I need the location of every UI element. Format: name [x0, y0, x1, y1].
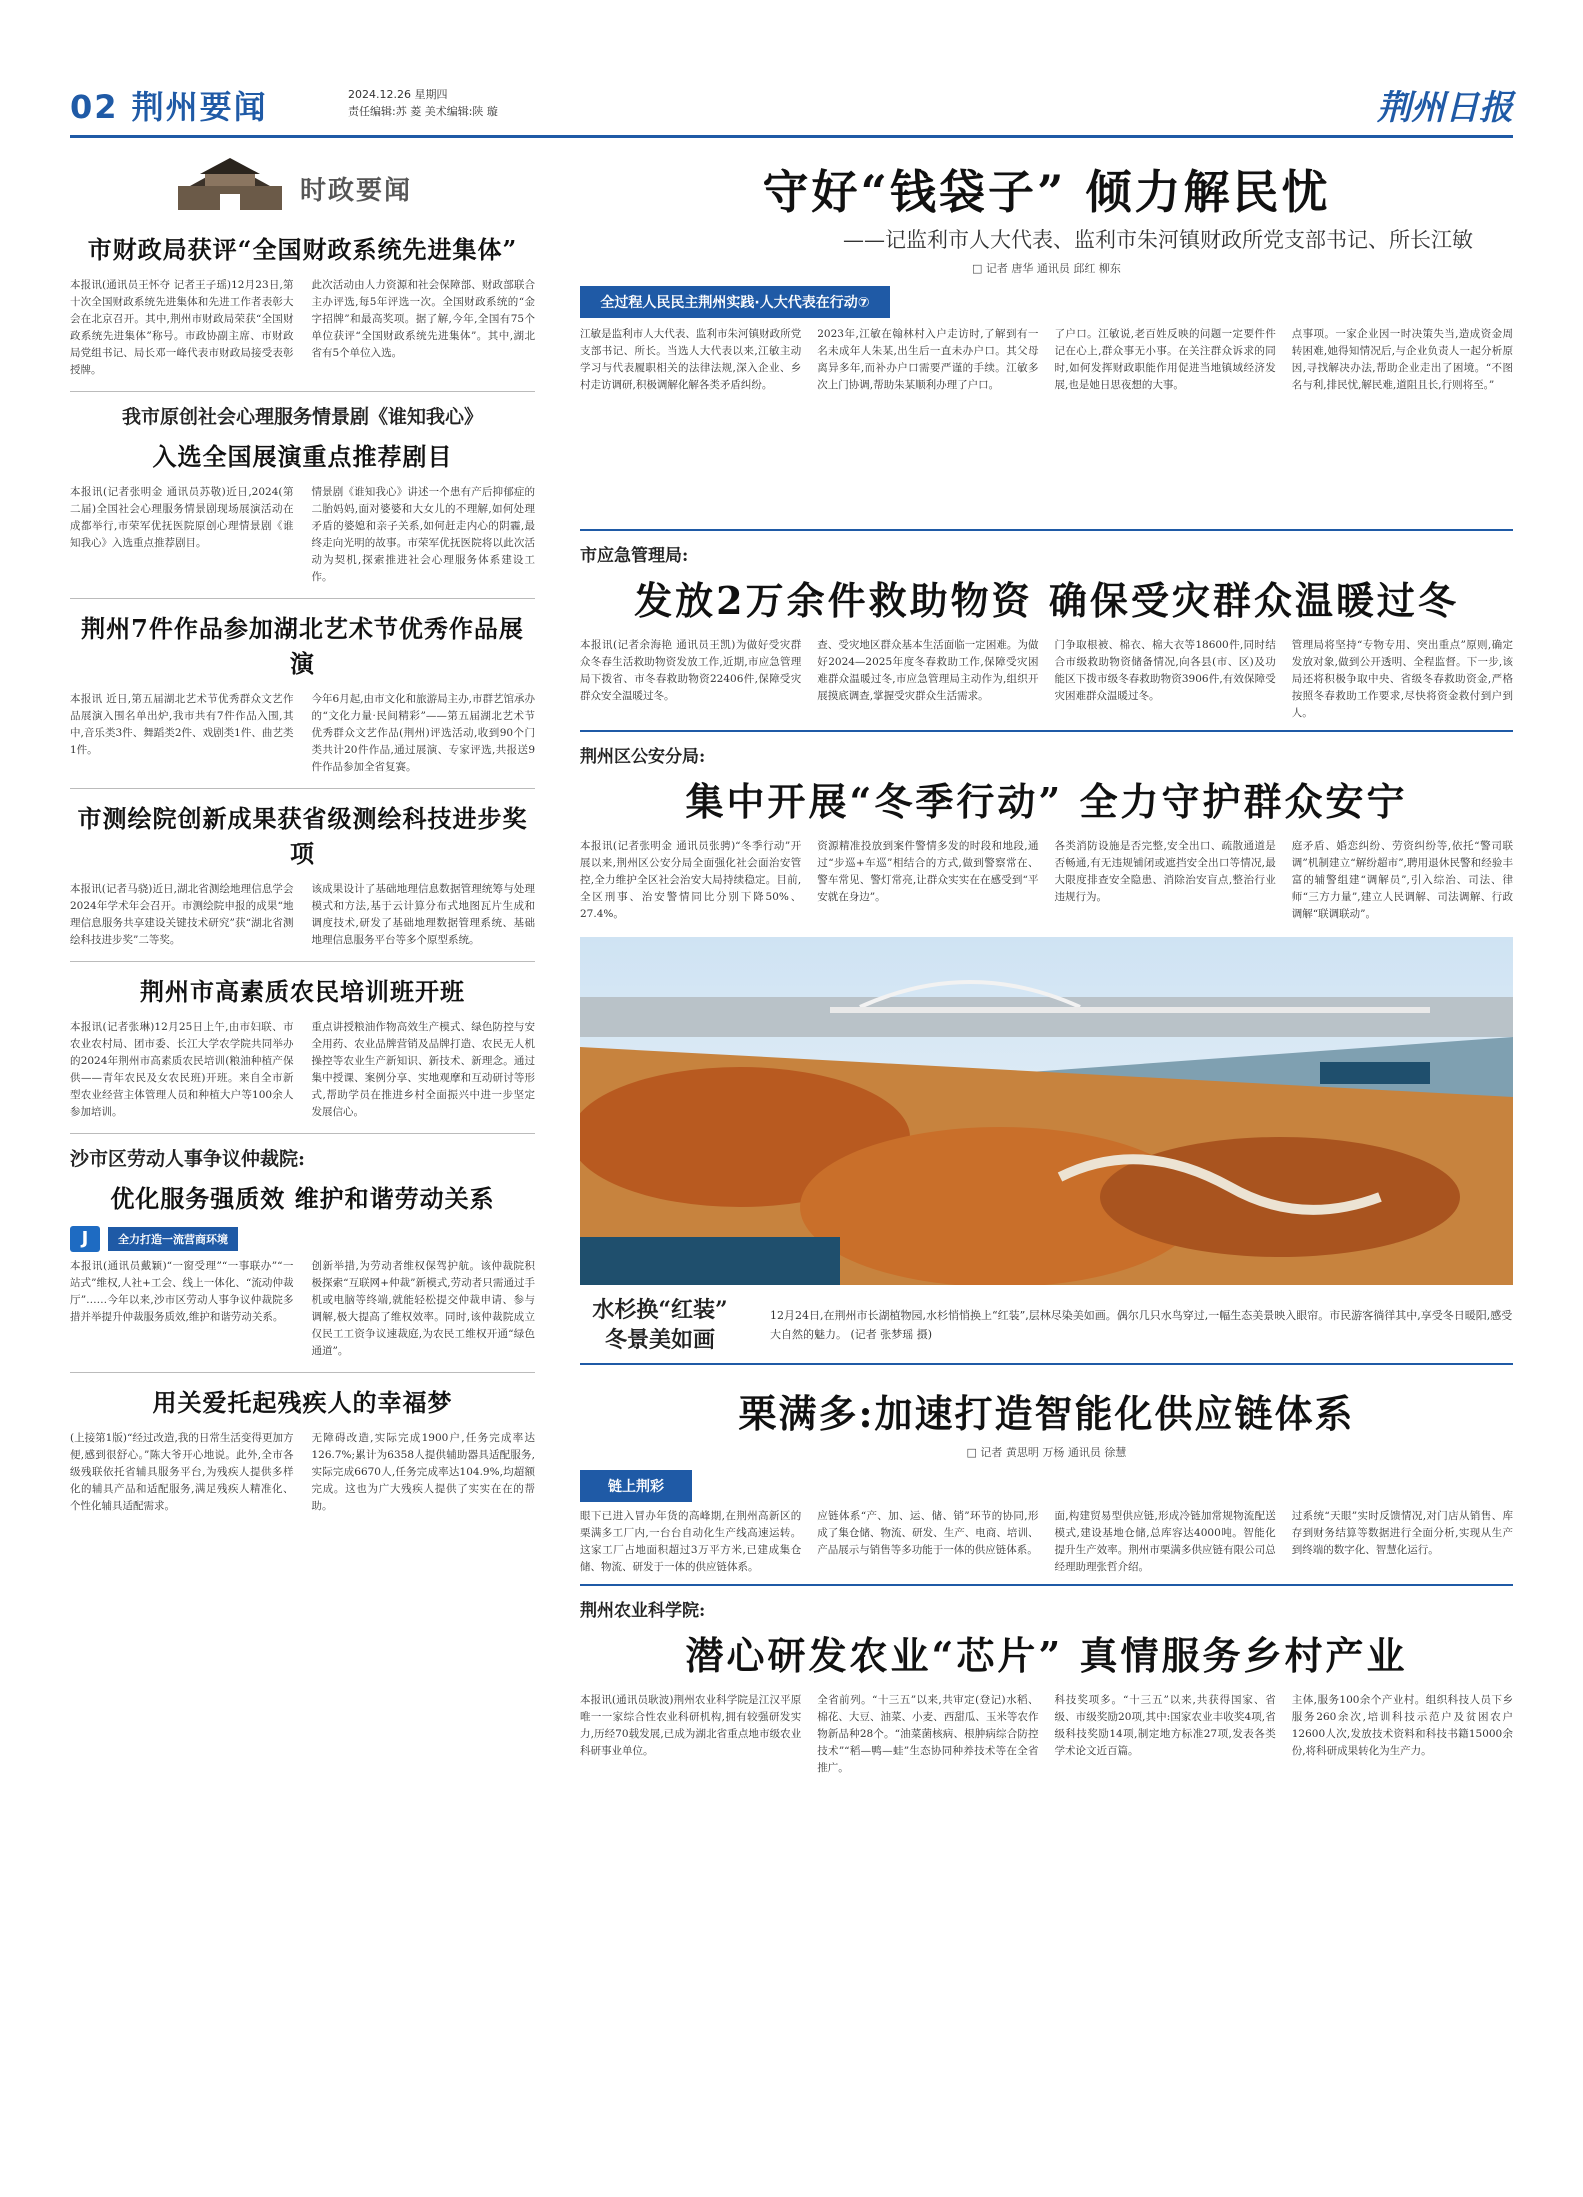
- left-column: [70, 150, 535, 1515]
- article-body: (上接第1版)“经过改造,我的日常生活变得更加方便,感到很舒心。”陈大爷开心地说。此外,全市各级残联依托省辅具服务平台,为残疾人提供多样化的辅具产品和适配服务,满足残疾人精准化、个性化辅具适配需求。: [70, 1432, 294, 1512]
- badge-label: 全力打造一流营商环境: [108, 1227, 238, 1251]
- article-title: 潜心研发农业“芯片” 真情服务乡村产业: [685, 1633, 1408, 1678]
- article-body: 情景剧《谁知我心》讲述一个患有产后抑郁症的二胎妈妈,面对婆婆和大女儿的不理解,如何处理矛盾的婆媳和亲子关系,如何赶走内心的阴霾,最终走向光明的故事。市荣军优抚医院将以此次活动为契机,探索推进社会心理服务体系建设工作。: [311, 486, 535, 583]
- photo-title: 水杉换“红装” 冬景美如画: [592, 1297, 728, 1353]
- article-disabled-care: [70, 1383, 535, 1515]
- article-body: 主体,服务100余个产业村。组织科技人员下乡服务260余次,培训科技示范户及贫困农户12600人次,发放技术资料和科技书籍15000余份,将科研成果转化为生产力。: [1291, 1694, 1513, 1757]
- article-body: 各类消防设施是否完整,安全出口、疏散通道是否畅通,有无违规铺闭或遮挡安全出口等情况,最大限度排查安全隐患、消除治安盲点,整治行业违规行为。: [1054, 840, 1276, 903]
- article-title: 市测绘院创新成果获省级测绘科技进步奖项: [77, 804, 528, 868]
- article-body: 无障碍改造,实际完成1900户,任务完成率达126.7%;累计为6358人提供辅助器具适配服务,实际完成6670人,任务完成率达104.9%,均超额完成。这也为广大残疾人提供了实实在在的帮助。: [311, 1432, 535, 1512]
- page-number-section: 02 荆州要闻: [70, 88, 268, 126]
- article-body: 科技奖项多。“十三五”以来,共获得国家、省级、市级奖励20项,其中:国家农业丰收奖4项,省级科技奖励14项,制定地方标准27项,发表各类学术论文近百篇。: [1054, 1694, 1276, 1757]
- article-body: 创新举措,为劳动者维权保驾护航。该仲裁院积极探索“互联网+仲裁”新模式,劳动者只需通过手机或电脑等终端,就能轻松提交仲裁申请、参与调解,极大提高了维权效率。同时,该仲裁院成立仅民工工资争议速裁庭,为农民工维权开通“绿色通道”。: [311, 1260, 535, 1357]
- article-body: 该成果设计了基础地理信息数据管理统筹与处理模式和方法,基于云计算分布式地图瓦片生成和调度技术,研发了基础地理数据管理系统、基础地理信息服务平台等多个原型系统。: [311, 883, 535, 946]
- article-police-winter: [580, 730, 1513, 923]
- article-surveying: [70, 799, 535, 962]
- article-finance-bureau: [70, 230, 535, 392]
- section-banner: [70, 150, 535, 220]
- article-supply-chain: [580, 1363, 1513, 1576]
- article-body: 2023年,江敏在翰林村入户走访时,了解到有一名未成年人朱某,出生后一直未办户口。其父母离异多年,而补办户口需要严谨的手续。江敏多次上门协调,帮助朱某顺利办理了户口。: [817, 328, 1039, 391]
- article-body: 管理局将坚持“专物专用、突出重点”原则,确定发放对象,做到公开透明、全程监督。下一步,该局还将积极争取中央、省级冬春救助资金,严格按照冬春救助工作要求,尽快将资金救付到户到人。: [1291, 639, 1513, 719]
- article-body: 本报讯(记者张琳)12月25日上午,由市妇联、市农业农村局、团市委、长江大学农学院共同举办的2024年荆州市高素质农民培训(粮油种植产保供——青年农民及女农民班)开班。来自全市新型农业经营主体管理人员和种植大户等100余人参加培训。: [70, 1021, 294, 1118]
- article-title: 市财政局获评“全国财政系统先进集体”: [87, 235, 518, 264]
- article-body: 眼下已进入冒办年货的高峰期,在荆州高新区的栗满多工厂内,一台台自动化生产线高速运转。这家工厂占地面积超过3万平方米,已建成集仓储、物流、研发于一体的供应链体系。: [580, 1510, 802, 1573]
- editor-credits: 责任编辑:苏 菱 美术编辑:陕 璇: [348, 105, 498, 118]
- article-kicker: 荆州区公安分局:: [580, 747, 706, 767]
- article-body: 本报讯(记者张明金 通讯员苏敬)近日,2024(第二届)全国社会心理服务情景剧现场展演活动在成都举行,市荣军优抚医院原创心理情景剧《谁知我心》入选重点推荐剧目。: [70, 486, 294, 549]
- article-body: 了户口。江敏说,老百姓反映的问题一定要件件记在心上,群众事无小事。在关注群众诉求的同时,如何发挥财政职能作用促进当地镇域经济发展,也是她日思夜想的大事。: [1054, 328, 1276, 391]
- page-header: [70, 80, 1513, 138]
- article-kicker: 市应急管理局:: [580, 546, 689, 566]
- right-column: [580, 150, 1513, 1777]
- article-agri-academy: [580, 1584, 1513, 1777]
- article-body: 庭矛盾、婚恋纠纷、劳资纠纷等,依托“警司联调”机制建立“解纷超市”,聘用退休民警和经验丰富的辅警组建“调解员”,引入综治、司法、律师“三方力量”,建立人民调解、司法调解、行政调解“联调联动”。: [1291, 840, 1513, 920]
- photo-caption: [580, 1295, 1513, 1355]
- article-body: 本报讯(记者余海艳 通讯员王凯)为做好受灾群众冬春生活救助物资发放工作,近期,市应急管理局下拨省、市冬春救助物资22406件,保障受灾群众安全温暖过冬。: [580, 639, 802, 702]
- article-body: 本报讯(记者张明金 通讯员张骋)“冬季行动”开展以来,荆州区公安分局全面强化社会面治安管控,全力维护全区社会治安大局持续稳定。目前,全区刑事、治安警情同比分别下降50%、27.4%。: [580, 840, 802, 920]
- article-labor-arbitration: [70, 1144, 535, 1373]
- article-body: 门争取根被、棉衣、棉大衣等18600件,同时结合市级救助物资储备情况,向各县(市、区)及功能区下拨市级冬春救助物资3906件,有效保障受灾困难群众温暖过冬。: [1054, 639, 1276, 702]
- lead-headline: 守好“钱袋子” 倾力解民忧: [762, 165, 1331, 219]
- article-body: 全省前列。“十三五”以来,共审定(登记)水稻、棉花、大豆、油菜、小麦、西甜瓜、玉米等农作物新品种28个。“油菜菌核病、根肿病综合防控技术”“稻—鸭—蛙”生态协同种养技术等在全省推广。: [817, 1694, 1039, 1774]
- article-title: 栗满多:加速打造智能化供应链体系: [738, 1391, 1355, 1436]
- article-title: 集中开展“冬季行动” 全力守护群众安宁: [685, 779, 1408, 824]
- article-body: 本报讯 近日,第五届湖北艺术节优秀群众文艺作品展演入围名单出炉,我市共有7件作品入围,其中,音乐类3件、舞蹈类2件、戏剧类1件、曲艺类1件。: [70, 693, 294, 756]
- article-farmer-training: [70, 972, 535, 1134]
- section-label: 时政要闻: [300, 176, 413, 206]
- city-gate-icon: [170, 156, 290, 212]
- article-emergency-relief: [580, 529, 1513, 722]
- article-body: 本报讯(通讯员耿波)荆州农业科学院是江汉平原唯一一家综合性农业科研机构,拥有较强研发实力,历经70载发展,已成为湖北省重点地市级农业科研事业单位。: [580, 1694, 802, 1757]
- article-body: 点事项。一家企业因一时决策失当,造成资金周转困难,她得知情况后,与企业负责人一起分析原因,寻找解决办法,帮助企业走出了困境。“不图名与利,排民忧,解民难,道阻且长,行则将至。”: [1291, 328, 1513, 391]
- article-body: 今年6月起,由市文化和旅游局主办,市群艺馆承办的“文化力量·民间精彩”——第五届湖北艺术节优秀群众文艺作品(荆州)评选活动,收到90个门类共计20件作品,通过展演、专家评选,共报送9件作品参加全省复赛。: [311, 693, 535, 773]
- article-body: 此次活动由人力资源和社会保障部、财政部联合主办评选,每5年评选一次。全国财政系统的“金字招牌”和最高奖项。据了解,今年,全国有75个单位获评“全国财政系统先进集体”。其中,湖北省有5个单位入选。: [311, 279, 535, 359]
- issue-meta: [348, 86, 498, 120]
- article-title: 发放2万余件救助物资 确保受灾群众温暖过冬: [634, 578, 1459, 623]
- article-body: 查、受灾地区群众基本生活面临一定困难。为做好2024—2025年度冬春救助工作,保障受灾困难群众温暖过冬,市应急管理局主动作为,组织开展摸底调查,掌握受灾群众生活需求。: [817, 639, 1039, 702]
- article-body: 重点讲授粮油作物高效生产模式、绿色防控与安全用药、农业品牌营销及品牌打造、农民无人机操控等农业生产新知识、新技术、新理念。通过集中授课、案例分享、实地观摩和互动研讨等形式,帮助学员在推进乡村全面振兴中进一步坚定发展信心。: [311, 1021, 535, 1118]
- article-body: 过系统“天眼”实时反馈情况,对门店从销售、库存到财务结算等数据进行全面分析,实现从生产到终端的数字化、智慧化运行。: [1291, 1510, 1513, 1556]
- lead-article: [580, 156, 1513, 521]
- lead-byline: □ 记者 唐华 通讯员 邱红 柳东: [972, 262, 1121, 275]
- article-body: 本报讯(记者马骁)近日,湖北省测绘地理信息学会2024年学术年会召开。市测绘院申报的成果“地理信息服务共享建设关键技术研究”获“湖北省测绘科技进步奖”二等奖。: [70, 883, 294, 946]
- photo-caption-text: 12月24日,在荆州市长湖植物园,水杉悄悄换上“红装”,层林尽染美如画。偶尔几只水鸟穿过,一幅生态美景映入眼帘。市民游客徜徉其中,享受冬日暖阳,感受大自然的魅力。 (记者 张梦瑶 摄): [770, 1309, 1513, 1341]
- article-title: 荆州市高素质农民培训班开班: [140, 977, 465, 1006]
- article-body: 江敏是监利市人大代表、监利市朱河镇财政所党支部书记、所长。当选人大代表以来,江敏主动学习与代表履职相关的法律法规,深入企业、乡村走访调研,积极调解化解各类矛盾纠纷。: [580, 328, 802, 391]
- column-tag: 链上荆彩: [580, 1470, 692, 1502]
- article-title: 荆州7件作品参加湖北艺术节优秀作品展演: [81, 614, 524, 678]
- article-title: 用关爱托起残疾人的幸福梦: [152, 1388, 453, 1417]
- article-psych-drama: [70, 402, 535, 599]
- article-byline: □ 记者 黄思明 万杨 通讯员 徐慧: [966, 1446, 1127, 1459]
- article-body: 资源精准投放到案件警情多发的时段和地段,通过“步巡+车巡”相结合的方式,做到警察常在、警车常见、警灯常亮,让群众实实在在感受到“平安就在身边”。: [817, 840, 1039, 903]
- article-art-festival: [70, 609, 535, 789]
- article-body: 应链体系“产、加、运、储、销”环节的协同,形成了集仓储、物流、研发、生产、电商、培训、产品展示与销售等多功能于一体的供应链体系。: [817, 1510, 1039, 1556]
- masthead-logo: 荆州日报: [1377, 88, 1513, 128]
- article-body: 面,构建贸易型供应链,形成冷链加常规物流配送模式,建设基地仓储,总库容达4000吨。智能化提升生产效率。荆州市栗满多供应链有限公司总经理助理张哲介绍。: [1054, 1510, 1276, 1573]
- article-body: 本报讯(通讯员王怀夺 记者王子瑶)12月23日,第十次全国财政系统先进集体和先进工作者表彰大会在北京召开。其中,荆州市财政局荣获“全国财政系统先进集体”称号。市政协副主席、市财政局党组书记、局长邓一峰代表市财政局接受表彰授牌。: [70, 279, 294, 376]
- article-kicker: 荆州农业科学院:: [580, 1601, 706, 1621]
- article-kicker: 我市原创社会心理服务情景剧《谁知我心》: [121, 406, 483, 428]
- issue-date: 2024.12.26 星期四: [348, 88, 448, 101]
- article-body: 本报讯(通讯员戴颖)“一窗受理”“一事联办”“一站式”维权,人社+工会、线上一体化、“流动仲裁厅”……今年以来,沙市区劳动人事争议仲裁院多措并举提升仲裁服务质效,维护和谐劳动关系。: [70, 1260, 294, 1323]
- article-title: 入选全国展演重点推荐剧目: [152, 442, 453, 471]
- metasequoia-park-photo: [580, 937, 1513, 1285]
- article-kicker: 沙市区劳动人事争议仲裁院:: [70, 1148, 306, 1170]
- business-badge: [70, 1226, 535, 1252]
- j-logo-icon: J: [70, 1226, 100, 1252]
- series-tag: 全过程人民民主荆州实践·人大代表在行动⑦: [580, 286, 890, 318]
- article-title: 优化服务强质效 维护和谐劳动关系: [110, 1184, 495, 1213]
- lead-subheadline: ——记监利市人大代表、监利市朱河镇财政所党支部书记、所长江敏: [843, 228, 1473, 252]
- landscape-photo: [580, 937, 1513, 1285]
